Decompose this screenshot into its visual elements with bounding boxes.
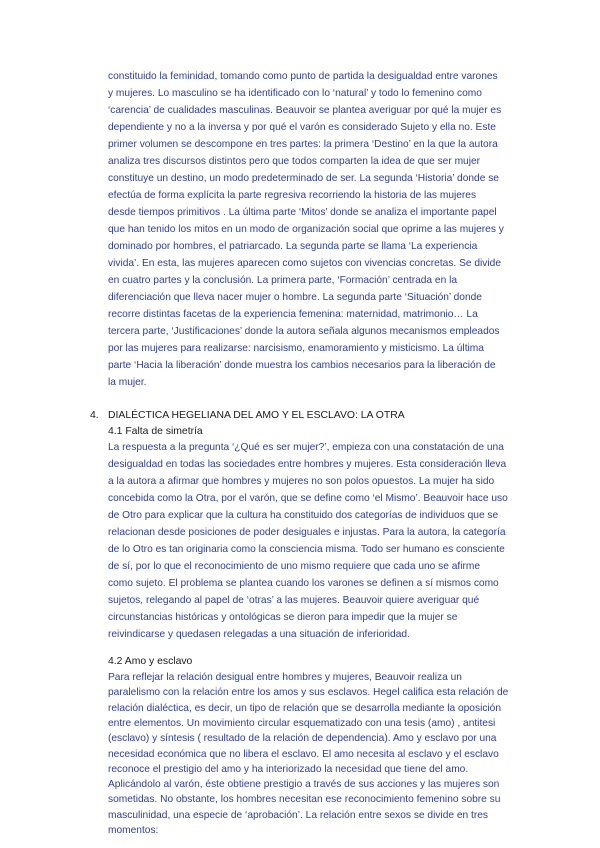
- subsection-heading: 4.2 Amo y esclavo: [108, 656, 193, 667]
- text-line: entre elementos. Un movimiento circular esquematizado con una tesis (amo) , antitesi: [108, 717, 496, 729]
- text-line: que han tenido los mitos en un modo de organización social que oprime a las mujeres y: [108, 224, 504, 235]
- text-line: (esclavo) y síntesis ( resultado de la relación de dependencia). Amo y esclavo por una: [108, 733, 497, 745]
- text-line: analiza tres discursos distintos pero que todos comparten la idea de que ser mujer: [108, 156, 481, 167]
- section-heading: DIALÉCTICA HEGELIANA DEL AMO Y EL ESCLAVO: LA OTRA: [108, 410, 405, 421]
- text-line: efectúa de forma explícita la parte regresiva recorriendo la historia de las mujeres: [108, 190, 477, 201]
- text-line: relación dialéctica, es decir, un tipo de relación que se desarrolla mediante la oposición: [108, 702, 502, 714]
- text-line: desde tiempos primitivos . La última parte ‘Mitos’ donde se analiza el importante papel: [108, 207, 497, 218]
- text-line: por las mujeres para realizarse: narcisismo, enamoramiento y misticismo. La última: [108, 343, 484, 354]
- text-line: La respuesta a la pregunta ‘¿Qué es ser mujer?’, empieza con una constatación de una: [108, 442, 504, 453]
- text-line: sometidas. No obstante, los hombres necesitan ese reconocimiento femenino sobre su: [108, 794, 501, 806]
- text-line: de lo Otro es tan originaria como la consciencia misma. Todo ser humano es consciente: [108, 544, 505, 555]
- text-line: como sujeto. El problema se plantea cuando los varones se definen a sí mismos como: [108, 578, 499, 589]
- text-line: paralelismo con la relación entre los amos y sus esclavos. Hegel califica esta relación de: [108, 687, 509, 699]
- text-line: recorre distintas facetas de la experiencia femenina: maternidad, matrimonio… La: [108, 309, 478, 320]
- subsection-heading: 4.1 Falta de simetría: [108, 426, 203, 437]
- text-line: en cuatro partes y la conclusión. La primera parte, ‘Formación’ centrada en la: [108, 275, 458, 286]
- text-line: ‘carencia’ de cualidades masculinas. Beauvoir se plantea averiguar por qué la mujer es: [108, 105, 502, 116]
- text-line: Aplicándolo al varón, éste obtiene prestigio a través de sus acciones y las mujeres son: [108, 779, 500, 791]
- text-line: vivida’. En esta, las mujeres aparecen como sujetos con vivencias concretas. Se divide: [108, 258, 501, 269]
- section-number: 4.: [90, 410, 99, 421]
- text-line: a la autora a afirmar que hombres y mujeres no son polos opuestos. La mujer ha sido: [108, 476, 495, 487]
- text-line: constituye un destino, un modo predeterminado de ser. La segunda ‘Historia’ donde se: [108, 173, 499, 184]
- text-line: relacionan desde posiciones de poder desiguales e injustas. Para la autora, la categoría: [108, 527, 506, 538]
- text-line: circunstancias históricas y ontológicas se dieron para impedir que la mujer se: [108, 612, 458, 623]
- text-line: diferenciación que lleva nacer mujer o hombre. La segunda parte ‘Situación’ donde: [108, 292, 482, 303]
- text-line: reivindicarse y quedasen relegadas a una situación de inferioridad.: [108, 629, 410, 640]
- text-line: constituido la feminidad, tomando como punto de partida la desigualdad entre varones: [108, 71, 498, 82]
- text-line: reconoce el prestigio del amo y ha interiorizado la necesidad que tiene del amo.: [108, 763, 469, 775]
- text-line: Para reflejar la relación desigual entre hombres y mujeres, Beauvoir realiza un: [108, 672, 462, 683]
- text-line: momentos:: [108, 825, 159, 836]
- text-line: la mujer.: [108, 377, 147, 388]
- text-line: tercera parte, ‘Justificaciones’ donde la autora señala algunos mecanismos empleados: [108, 326, 500, 337]
- text-line: y mujeres. Lo masculino se ha identificado con lo ‘natural’ y todo lo femenino como: [108, 88, 482, 99]
- text-line: parte ‘Hacia la liberación’ donde muestra los cambios necesarios para la liberación de: [108, 360, 496, 371]
- text-line: de sí, por lo que el reconocimiento de uno mismo requiere que cada uno se afirme: [108, 561, 481, 572]
- text-line: dependiente y no a la inversa y por qué el varón es considerado Sujeto y ella no. Este: [108, 122, 496, 133]
- text-line: concebida como la Otra, por el varón, que se define como ‘el Mismo’. Beauvoir hace uso: [108, 493, 508, 504]
- text-line: sujetos, relegando al papel de ‘otras’ a las mujeres. Beauvoir quiere averiguar qué: [108, 595, 480, 606]
- text-line: dominado por hombres, el patriarcado. La segunda parte se llama ‘La experiencia: [108, 241, 478, 252]
- text-line: de Otro para explicar que la cultura ha constituido dos categorías de individuos que se: [108, 510, 499, 521]
- text-line: necesidad económica que no libera el esclavo. El amo necesita al esclavo y el esclavo: [108, 748, 499, 760]
- text-line: primer volumen se descompone en tres partes: la primera ‘Destino’ en la que la autora: [108, 139, 498, 150]
- text-line: masculinidad, una especie de ‘aprobación’. La relación entre sexos se divide en tres: [108, 809, 488, 821]
- text-line: desigualdad en todas las sociedades entre hombres y mujeres. Esta consideración lleva: [108, 459, 507, 470]
